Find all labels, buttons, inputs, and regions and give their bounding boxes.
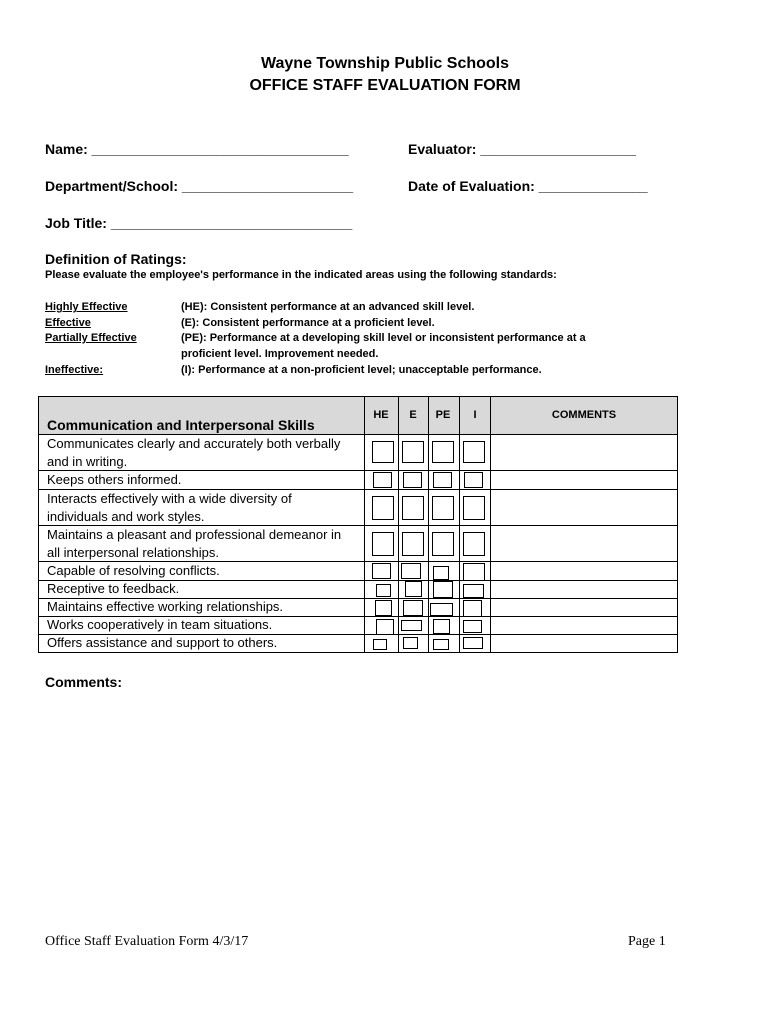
rating-term: Highly Effective: [45, 301, 128, 313]
criterion-item: Offers assistance and support to others.: [47, 635, 278, 650]
rating-checkbox[interactable]: [401, 563, 421, 579]
evaluation-table: [38, 396, 678, 653]
rating-checkbox[interactable]: [463, 600, 482, 617]
rating-checkbox[interactable]: [463, 637, 483, 649]
rating-checkbox[interactable]: [372, 563, 391, 579]
rating-checkbox[interactable]: [433, 566, 449, 580]
rating-checkbox[interactable]: [402, 496, 424, 520]
definitions-instructions: Please evaluate the employee's performance in the indicated areas using the following standards:: [45, 269, 557, 281]
rating-term: Ineffective:: [45, 364, 104, 376]
rating-checkbox[interactable]: [403, 472, 422, 488]
criterion-item: Capable of resolving conflicts.: [47, 563, 220, 578]
criterion-item: Communicates clearly and accurately both verbally and in writing.: [47, 436, 341, 469]
rating-checkbox[interactable]: [463, 441, 485, 463]
rating-description: (PE): Performance at a developing skill level or inconsistent performance at a: [181, 332, 586, 344]
column-header-i: I: [473, 409, 477, 421]
rating-checkbox[interactable]: [402, 441, 424, 463]
rating-term: Effective: [45, 317, 91, 329]
footer-form-version: Office Staff Evaluation Form 4/3/17: [45, 934, 249, 949]
rating-description: (HE): Consistent performance at an advanced skill level.: [181, 301, 475, 313]
rating-checkbox[interactable]: [401, 620, 422, 631]
rating-checkbox[interactable]: [463, 496, 485, 520]
criterion-item: Keeps others informed.: [47, 472, 182, 487]
job-title-field[interactable]: Job Title: _______________________________: [45, 215, 353, 231]
rating-checkbox[interactable]: [463, 563, 485, 581]
rating-checkbox[interactable]: [432, 496, 454, 520]
section-title: Communication and Interpersonal Skills: [47, 417, 315, 433]
rating-checkbox[interactable]: [403, 600, 423, 616]
name-field[interactable]: Name: _________________________________: [45, 141, 349, 157]
column-header-pe: PE: [435, 409, 451, 421]
department-field[interactable]: Department/School: ______________________: [45, 178, 354, 194]
criterion-item: Maintains a pleasant and professional demeanor in all interpersonal relationships.: [47, 527, 342, 560]
rating-checkbox[interactable]: [432, 532, 454, 556]
criterion-item: Maintains effective working relationships.: [47, 599, 284, 614]
rating-checkbox[interactable]: [403, 637, 418, 649]
page-number: Page 1: [628, 934, 666, 949]
rating-checkbox[interactable]: [430, 603, 453, 616]
rating-description-continued: proficient level. Improvement needed.: [181, 348, 379, 360]
school-name: Wayne Township Public Schools: [260, 55, 510, 72]
rating-checkbox[interactable]: [373, 639, 387, 650]
column-header-comments: COMMENTS: [551, 409, 617, 421]
comments-label: Comments:: [45, 674, 123, 690]
evaluator-field[interactable]: Evaluator: ____________________: [408, 141, 637, 157]
form-title: OFFICE STAFF EVALUATION FORM: [249, 77, 521, 94]
rating-checkbox[interactable]: [433, 639, 449, 650]
rating-checkbox[interactable]: [376, 619, 394, 635]
column-header-he: HE: [373, 409, 389, 421]
rating-checkbox[interactable]: [372, 496, 394, 520]
rating-checkbox[interactable]: [433, 581, 453, 598]
rating-checkbox[interactable]: [433, 472, 452, 488]
rating-description: (E): Consistent performance at a proficient level.: [181, 317, 435, 329]
rating-checkbox[interactable]: [463, 584, 484, 598]
rating-checkbox[interactable]: [432, 441, 454, 463]
rating-checkbox[interactable]: [376, 584, 391, 597]
rating-checkbox[interactable]: [405, 581, 422, 597]
criterion-item: Interacts effectively with a wide diversity of individuals and work styles.: [47, 491, 292, 524]
criterion-item: Works cooperatively in team situations.: [47, 617, 273, 632]
rating-term: Partially Effective: [45, 332, 137, 344]
criterion-item: Receptive to feedback.: [47, 581, 180, 596]
column-header-e: E: [409, 409, 417, 421]
definitions-heading: Definition of Ratings:: [45, 251, 187, 267]
rating-checkbox[interactable]: [433, 619, 450, 634]
rating-checkbox[interactable]: [372, 532, 394, 556]
rating-checkbox[interactable]: [464, 472, 483, 488]
rating-checkbox[interactable]: [402, 532, 424, 556]
rating-checkbox[interactable]: [463, 532, 485, 556]
rating-checkbox[interactable]: [373, 472, 392, 488]
date-field[interactable]: Date of Evaluation: ______________: [408, 178, 648, 194]
rating-checkbox[interactable]: [463, 620, 482, 633]
rating-checkbox[interactable]: [375, 600, 392, 616]
rating-checkbox[interactable]: [372, 441, 394, 463]
rating-description: (I): Performance at a non-proficient level; unacceptable performance.: [181, 364, 542, 376]
